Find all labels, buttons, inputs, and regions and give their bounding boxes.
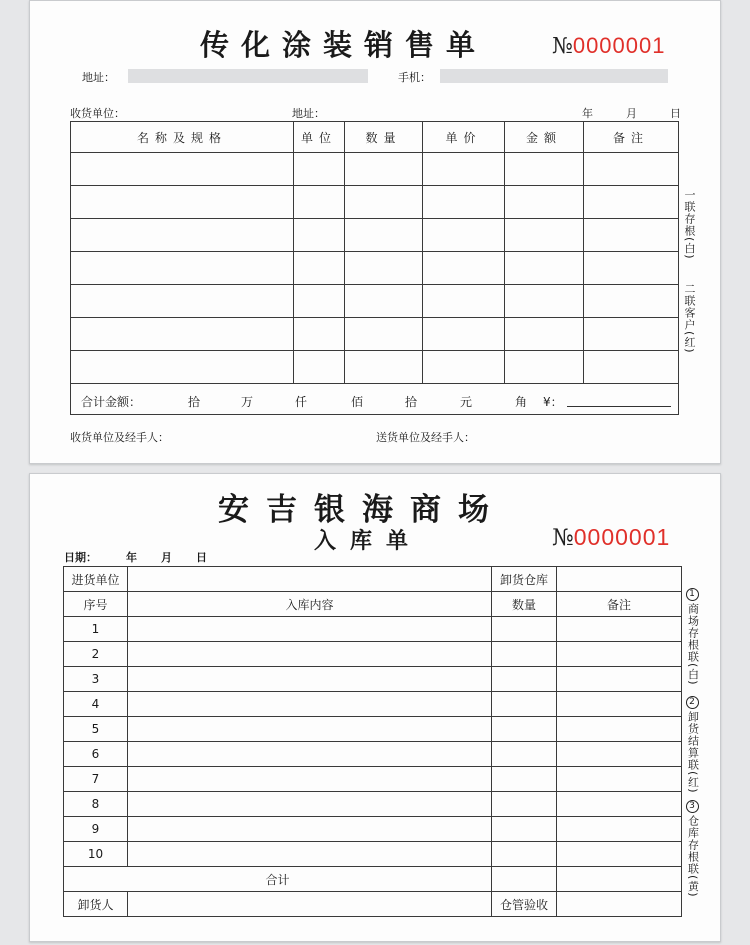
table-cell[interactable] (294, 219, 345, 252)
row-number: 2 (64, 642, 128, 667)
table-cell[interactable] (423, 351, 505, 384)
table-cell[interactable] (557, 742, 682, 767)
warehouse-label: 卸货仓库 (492, 567, 557, 592)
table-cell[interactable] (557, 817, 682, 842)
table-cell[interactable] (423, 153, 505, 186)
address-field[interactable] (128, 69, 368, 83)
table-cell[interactable] (492, 667, 557, 692)
table-cell[interactable] (492, 717, 557, 742)
table-cell[interactable] (345, 219, 423, 252)
footer-receiver-label: 收货单位及经手人： (70, 431, 169, 444)
day-label: 日 (196, 551, 207, 564)
table-cell[interactable] (423, 252, 505, 285)
table-row (71, 285, 679, 318)
total-label: 合计 (64, 867, 492, 892)
copy-label-store (686, 588, 699, 686)
receiver-address-label: 地址： (292, 107, 325, 120)
table-cell[interactable] (128, 817, 492, 842)
table-header-row (64, 592, 682, 617)
row-number: 8 (64, 792, 128, 817)
table-cell[interactable] (294, 318, 345, 351)
header-seq: 序号 (64, 592, 128, 617)
table-cell[interactable] (492, 767, 557, 792)
row-number: 9 (64, 817, 128, 842)
table-cell[interactable] (584, 285, 679, 318)
table-cell[interactable] (128, 767, 492, 792)
table-cell[interactable] (584, 351, 679, 384)
table-cell[interactable] (492, 792, 557, 817)
row-number: 7 (64, 767, 128, 792)
table-cell[interactable] (345, 153, 423, 186)
table-cell[interactable] (423, 318, 505, 351)
table-cell[interactable] (128, 692, 492, 717)
row-number: 4 (64, 692, 128, 717)
table-cell[interactable] (557, 717, 682, 742)
copy-label-text: 卸货结算联(红) (686, 711, 700, 794)
table-cell[interactable] (492, 642, 557, 667)
total-row (71, 384, 679, 415)
table-cell[interactable] (294, 186, 345, 219)
row-number: 6 (64, 742, 128, 767)
copy-number-1: 1 (686, 588, 699, 601)
table-cell[interactable] (505, 351, 584, 384)
unit-jiao: 角 (515, 395, 528, 409)
table-cell[interactable] (492, 742, 557, 767)
table-cell[interactable] (505, 153, 584, 186)
table-cell[interactable] (128, 742, 492, 767)
copy-label-text: 商场存根联(白) (686, 603, 700, 686)
table-cell[interactable] (345, 186, 423, 219)
table-row (64, 642, 682, 667)
table-cell[interactable] (505, 318, 584, 351)
month-label: 月 (161, 551, 172, 564)
header-unit-price: 单价 (423, 122, 505, 153)
sales-slip-form (29, 0, 721, 464)
table-cell[interactable] (128, 642, 492, 667)
header-quantity: 数量 (492, 592, 557, 617)
row-number: 5 (64, 717, 128, 742)
form-subtitle: 入库单 (314, 528, 423, 554)
copy-label-customer: 二联客户(红) (683, 283, 696, 354)
table-row (64, 842, 682, 867)
header-content: 入库内容 (128, 592, 492, 617)
table-cell[interactable] (492, 817, 557, 842)
total-cell (71, 384, 679, 415)
table-cell[interactable] (423, 186, 505, 219)
table-cell[interactable] (423, 285, 505, 318)
header-remark: 备注 (557, 592, 682, 617)
table-cell[interactable] (557, 667, 682, 692)
table-row (71, 153, 679, 186)
table-row (64, 667, 682, 692)
supplier-field[interactable] (128, 567, 492, 592)
table-cell[interactable] (584, 219, 679, 252)
phone-field[interactable] (440, 69, 668, 83)
table-cell[interactable] (557, 642, 682, 667)
table-cell[interactable] (505, 186, 584, 219)
yen-label: ¥： (543, 395, 563, 409)
copy-label-text: 仓库存根联(黄) (686, 815, 700, 898)
table-row (64, 742, 682, 767)
serial-number (552, 33, 665, 59)
table-row (64, 692, 682, 717)
table-row (71, 252, 679, 285)
serial-number (552, 524, 670, 551)
table-cell[interactable] (294, 252, 345, 285)
warehouse-receipt-form (29, 473, 721, 942)
table-cell[interactable] (505, 285, 584, 318)
table-cell[interactable] (492, 842, 557, 867)
yen-amount-line[interactable] (567, 406, 671, 407)
signature-row (64, 892, 682, 917)
table-cell[interactable] (71, 351, 294, 384)
address-label: 地址： (82, 71, 115, 84)
unit-yuan: 元 (460, 395, 473, 409)
copy-label-stub: 一联存根(白) (683, 189, 696, 260)
table-cell[interactable] (345, 252, 423, 285)
date-label: 日期： (64, 551, 97, 564)
unloader-field[interactable] (128, 892, 492, 917)
unit-wan: 万 (241, 395, 254, 409)
table-cell[interactable] (557, 692, 682, 717)
row-number: 10 (64, 842, 128, 867)
total-quantity[interactable] (492, 867, 557, 892)
year-label: 年 (582, 107, 593, 120)
table-cell[interactable] (71, 186, 294, 219)
header-quantity: 数量 (345, 122, 423, 153)
footer-sender-label: 送货单位及经手人： (376, 431, 475, 444)
total-row (64, 867, 682, 892)
supplier-row (64, 567, 682, 592)
table-cell[interactable] (557, 767, 682, 792)
warehouse-field[interactable] (557, 567, 682, 592)
copy-number-2: 2 (686, 696, 699, 709)
header-name-spec: 名称及规格 (71, 122, 294, 153)
inspector-field[interactable] (557, 892, 682, 917)
total-remark[interactable] (557, 867, 682, 892)
table-row (64, 817, 682, 842)
receiver-label: 收货单位： (70, 107, 125, 120)
table-cell[interactable] (345, 351, 423, 384)
table-cell[interactable] (423, 219, 505, 252)
inspector-label: 仓管验收 (492, 892, 557, 917)
table-row (71, 318, 679, 351)
table-cell[interactable] (584, 318, 679, 351)
serial-number-value: 0000001 (573, 524, 671, 550)
table-row (64, 792, 682, 817)
table-cell[interactable] (128, 842, 492, 867)
table-cell[interactable] (557, 792, 682, 817)
unit-qian: 仟 (295, 395, 308, 409)
table-cell[interactable] (294, 285, 345, 318)
table-cell[interactable] (71, 318, 294, 351)
number-sign: № (552, 34, 573, 59)
table-cell[interactable] (71, 153, 294, 186)
total-amount-label: 合计金额： (81, 395, 142, 409)
receipt-table (63, 566, 682, 917)
table-cell[interactable] (294, 351, 345, 384)
unloader-label: 卸货人 (64, 892, 128, 917)
table-cell[interactable] (584, 186, 679, 219)
table-row (64, 717, 682, 742)
table-cell[interactable] (71, 285, 294, 318)
table-row (71, 219, 679, 252)
month-label: 月 (626, 107, 637, 120)
table-cell[interactable] (345, 318, 423, 351)
table-row (64, 617, 682, 642)
table-cell[interactable] (128, 617, 492, 642)
table-row (64, 767, 682, 792)
table-cell[interactable] (584, 153, 679, 186)
table-cell[interactable] (557, 617, 682, 642)
sales-table (70, 121, 679, 415)
table-cell[interactable] (584, 252, 679, 285)
table-cell[interactable] (71, 252, 294, 285)
table-cell[interactable] (505, 219, 584, 252)
form-title: 传化涂装销售单 (200, 28, 488, 62)
unit-bai: 佰 (351, 395, 364, 409)
table-cell[interactable] (492, 617, 557, 642)
copy-number-3: 3 (686, 800, 699, 813)
number-sign: № (552, 525, 574, 551)
table-cell[interactable] (345, 285, 423, 318)
row-number: 3 (64, 667, 128, 692)
table-cell[interactable] (505, 252, 584, 285)
table-cell[interactable] (71, 219, 294, 252)
table-header-row (71, 122, 679, 153)
day-label: 日 (670, 107, 681, 120)
copy-label-unloader (686, 696, 699, 794)
unit-shi-2: 拾 (405, 395, 418, 409)
supplier-label: 进货单位 (64, 567, 128, 592)
table-cell[interactable] (128, 667, 492, 692)
phone-label: 手机： (398, 71, 431, 84)
header-remark: 备注 (584, 122, 679, 153)
serial-number-value: 0000001 (572, 33, 666, 58)
header-amount: 金额 (505, 122, 584, 153)
copy-label-warehouse (686, 800, 699, 898)
table-row (71, 351, 679, 384)
table-cell[interactable] (128, 717, 492, 742)
year-label: 年 (126, 551, 137, 564)
store-title: 安吉银海商场 (218, 492, 506, 528)
table-cell[interactable] (294, 153, 345, 186)
header-unit: 单位 (294, 122, 345, 153)
unit-shi-1: 拾 (188, 395, 201, 409)
row-number: 1 (64, 617, 128, 642)
table-cell[interactable] (492, 692, 557, 717)
table-row (71, 186, 679, 219)
table-cell[interactable] (128, 792, 492, 817)
table-cell[interactable] (557, 842, 682, 867)
